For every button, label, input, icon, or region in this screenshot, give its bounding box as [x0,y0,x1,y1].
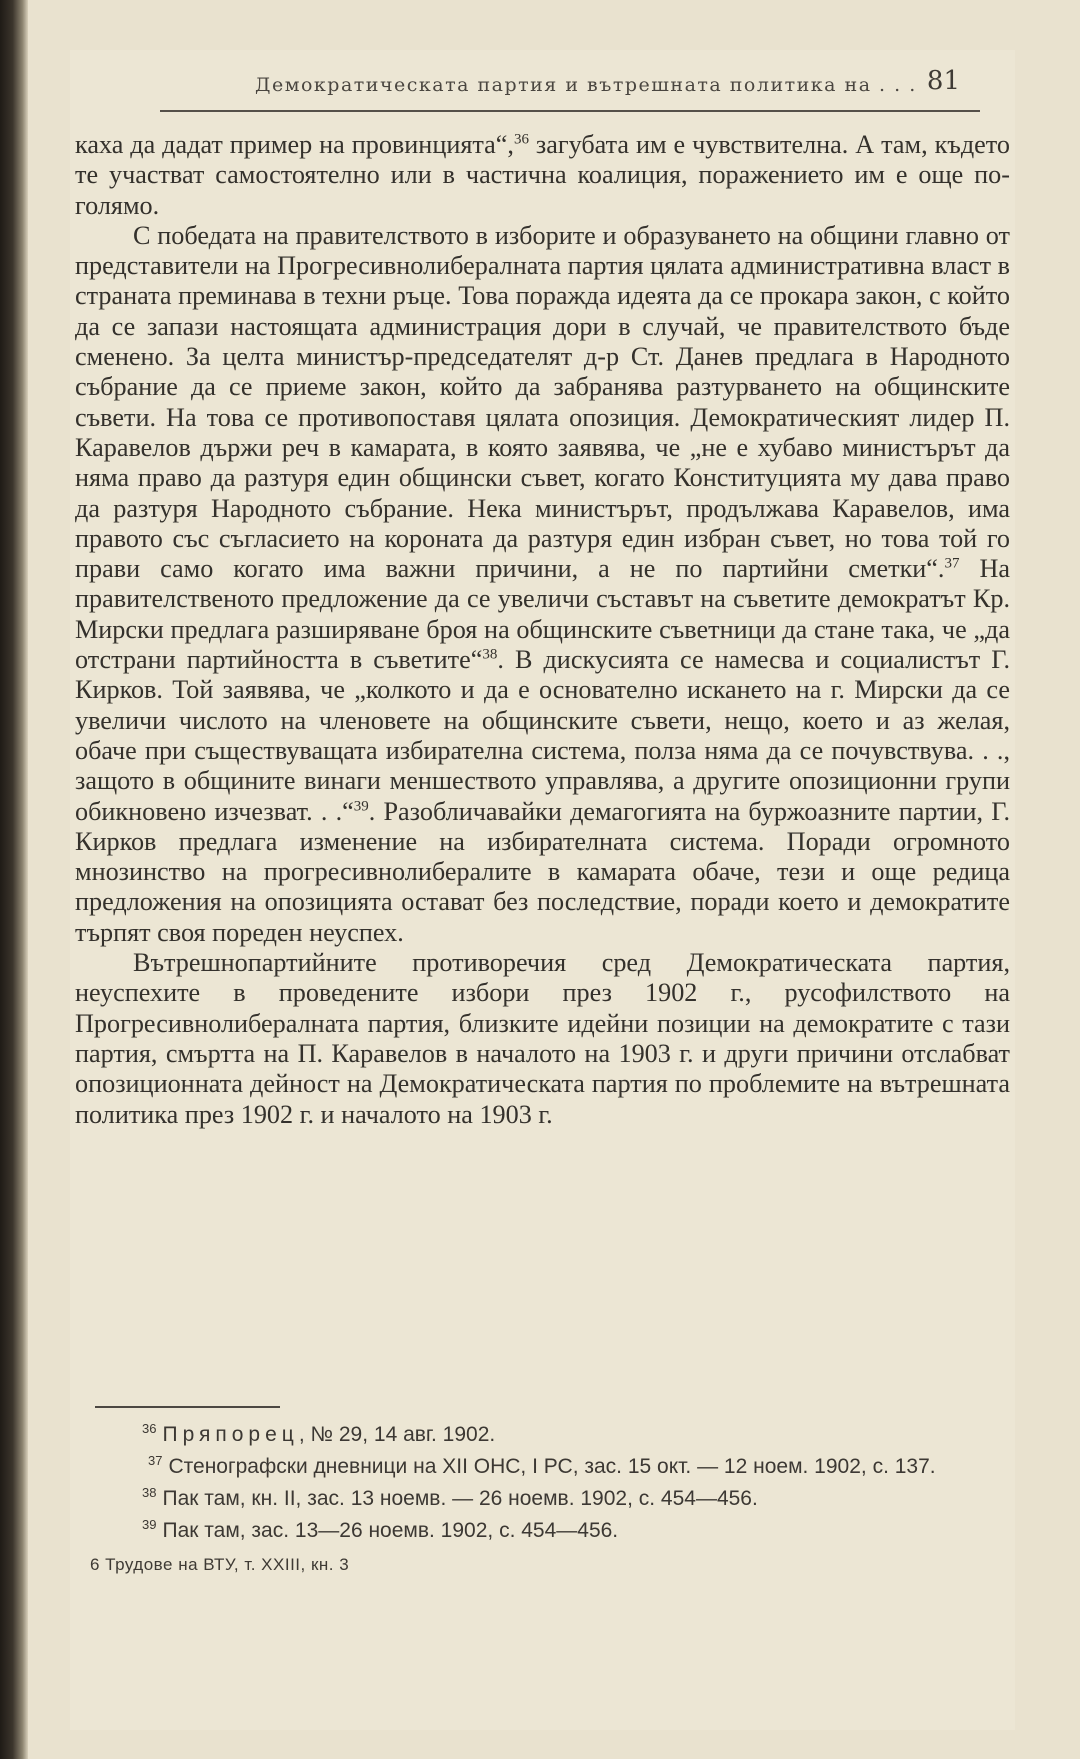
footnote-39: $^{39}$ Пак там, зас. 13—26 ноемв. 1902, с. 454—456. [142,1517,619,1542]
running-title: Демократическата партия и вътрешната политика на . . . [255,74,917,96]
paragraph-3: Вътрешнопартийните противоречия сред Демократическата партия, неуспехите в проведените избори през 1902 г., русофилството на Прогресивнолибералната партия, близките идейни позиции на демократите с тази партия, смъртта на П. Каравелов в началото на 1903 г. и други причини отслабват опозиционната дейност на Демократическата партия по проблемите на вътрешната политика през 1902 г. и началото на 1903 г. [75,948,1010,1129]
footnote-divider [95,1406,280,1408]
book-spine-shadow [0,0,28,1759]
page-number: 81 [926,66,960,96]
main-text [75,130,1010,1130]
book-page [70,50,1015,1730]
footnote-36: $^{36}$ Пряпорец, № 29, 14 авг. 1902. [142,1421,496,1446]
printer-signature: 6 Трудове на ВТУ, т. XXIII, кн. 3 [90,1555,350,1574]
footnotes [95,1416,1015,1544]
paragraph-1: каха да дадат пример на провинцията“,$^{36}$ загубата им е чувствителна. А там, където те участват самостоятелно или в частична коалиция, поражението им е още по-голямо. [75,130,1010,220]
page-header [160,60,980,112]
footnote-ref-37[interactable]: 37 [944,555,960,572]
footnote-ref-38[interactable]: 38 [482,646,498,663]
footnote-37: $^{37}$ Стенографски дневници на XII ОНС, I РС, зас. 15 окт. — 12 ноем. 1902, с. 137. [148,1453,936,1478]
footnote-ref-39[interactable]: 39 [353,797,369,814]
paragraph-2: С победата на правителството в изборите и образуването на общини главно от представители на Прогресивнолибералната партия цялата административна власт в страната преминава в техни ръце. Това поражда идеята да се прокара закон, с който да се запази настоящата администрация дори в случай, че правителството бъде сменено. За целта министър-председателят д-р Ст. Данев предлага в Народното събрание да се приеме закон, който да забранява разтурването на общинските съвети. На това се противопоставя цялата опозиция. Демократическият лидер П. Каравелов държи реч в камарата, в която заявява, че „не е хубаво министърът да няма право да разтуря един общински съвет, когато Конституцията му дава право да разтуря Народното събрание. Нека министърът, продължава Каравелов, има правото със съгласието на короната да разтуря един избран съвет, но това той го прави само когато има важни причини, а не по партийни сметки“.$^{37}$ На правителственото предложение да се увеличи съставът на съветите демократът Кр. Мирски предлага разширяване броя на общинските съветници да стане така, че „да отстрани партийността в съветите“$^{38}$. В дискусията се намесва и социалистът Г. Кирков. Той заявява, че „колкото и да е основателно искането на г. Мирски да се увеличи числото на членовете на общинските съвети, нещо, което и аз желая, обаче при съществуващата избирателна система, полза няма да се почувствува. . ., защото в общините винаги меншеството управлява, а другите опозиционни групи обикновено изчезват. . .“$^{39}$. Разобличавайки демагогията на буржоазните партии, Г. Кирков предлага изменение на избирателната система. Поради огромното мнозинство на прогресивнолибералите в камарата обаче, тези и още редица предложения на опозицията остават без последствие, поради което и демократите търпят своя пореден неуспех. [75,220,1011,947]
footnote-ref-36[interactable]: 36 [513,131,529,148]
footnote-38: $^{38}$ Пак там, кн. II, зас. 13 ноемв. — 26 ноемв. 1902, с. 454—456. [142,1485,758,1510]
